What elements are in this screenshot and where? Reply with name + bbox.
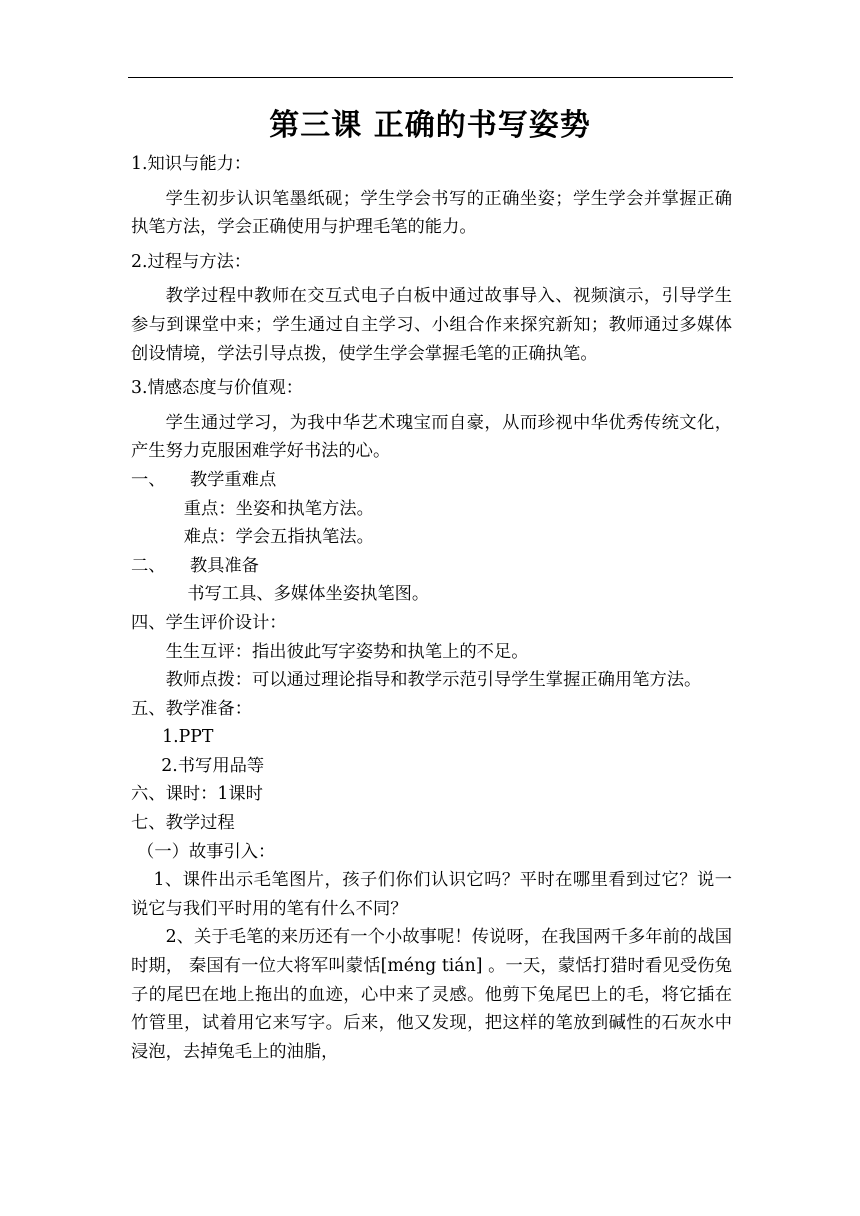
subsection-1-heading: （一）故事引入： [137,841,276,862]
page-title: 第三课 正确的书写姿势 [269,108,591,143]
teaching-aids-text: 书写工具、多媒体坐姿执笔图。 [187,584,430,605]
section-2-heading [131,552,732,581]
objective-2-text: 教学过程中教师在交互式电子白板中通过故事导入、视频演示，引导学生参与到课堂中来；学生通过自主学习、小组合作来探究新知；教师通过多媒体创设情境，学法引导点拨，使学生学会掌握毛笔的正确执笔。 [131,286,732,364]
section-1-number: 一、 [131,469,166,490]
section-6-heading: 六、课时：1课时 [131,784,263,805]
header-rule [128,77,733,78]
section-2-title: 教具准备 [189,555,259,576]
process-paragraph-1: 1、课件出示毛笔图片，孩子们你们认识它吗？平时在哪里看到过它？说一说它与我们平时用的笔有什么不同？ [131,870,732,919]
objective-2-heading: 2.过程与方法： [131,251,252,272]
section-1-title: 教学重难点 [189,469,277,490]
objective-3-heading: 3.情感态度与价值观： [131,378,304,399]
section-4-heading: 四、学生评价设计： [131,612,287,633]
document-body [131,150,732,1066]
peer-evaluation: 生生互评：指出彼此写字姿势和执笔上的不足。 [165,641,529,662]
section-2-number: 二、 [131,555,166,576]
objective-3-text: 学生通过学习，为我中华艺术瑰宝而自豪，从而珍视中华优秀传统文化，产生努力克服困难学好书法的心。 [131,412,732,462]
prep-item-1: 1.PPT [162,727,214,748]
objective-1-heading: 1.知识与能力： [131,154,252,174]
difficult-point: 难点：学会五指执笔法。 [183,527,374,548]
teacher-guidance: 教师点拨：可以通过理论指导和教学示范引导学生掌握正确用笔方法。 [165,670,702,691]
key-point: 重点：坐姿和执笔方法。 [183,498,374,519]
section-1-heading [131,466,732,495]
section-7-heading: 七、教学过程 [131,813,235,834]
objective-1-text: 学生初步认识笔墨纸砚；学生学会书写的正确坐姿；学生学会并掌握正确执笔方法，学会正确使用与护理毛笔的能力。 [131,188,732,238]
prep-item-2: 2.书写用品等 [161,755,265,776]
section-5-heading: 五、教学准备： [131,698,252,719]
process-paragraph-2: 2、关于毛笔的来历还有一个小故事呢！传说呀，在我国两千多年前的战国时期， 秦国有一位大将军叫蒙恬[méng tián] 。一天，蒙恬打猎时看见受伤兔子的尾巴在地上拖出的血迹，心中来了灵感。他剪下兔尾巴上的毛，将它插在竹管里，试着用它来写字。后来，他又发现，把这样的笔放到碱性的石灰水中浸泡，去掉兔毛上的油脂， [131,927,732,1062]
